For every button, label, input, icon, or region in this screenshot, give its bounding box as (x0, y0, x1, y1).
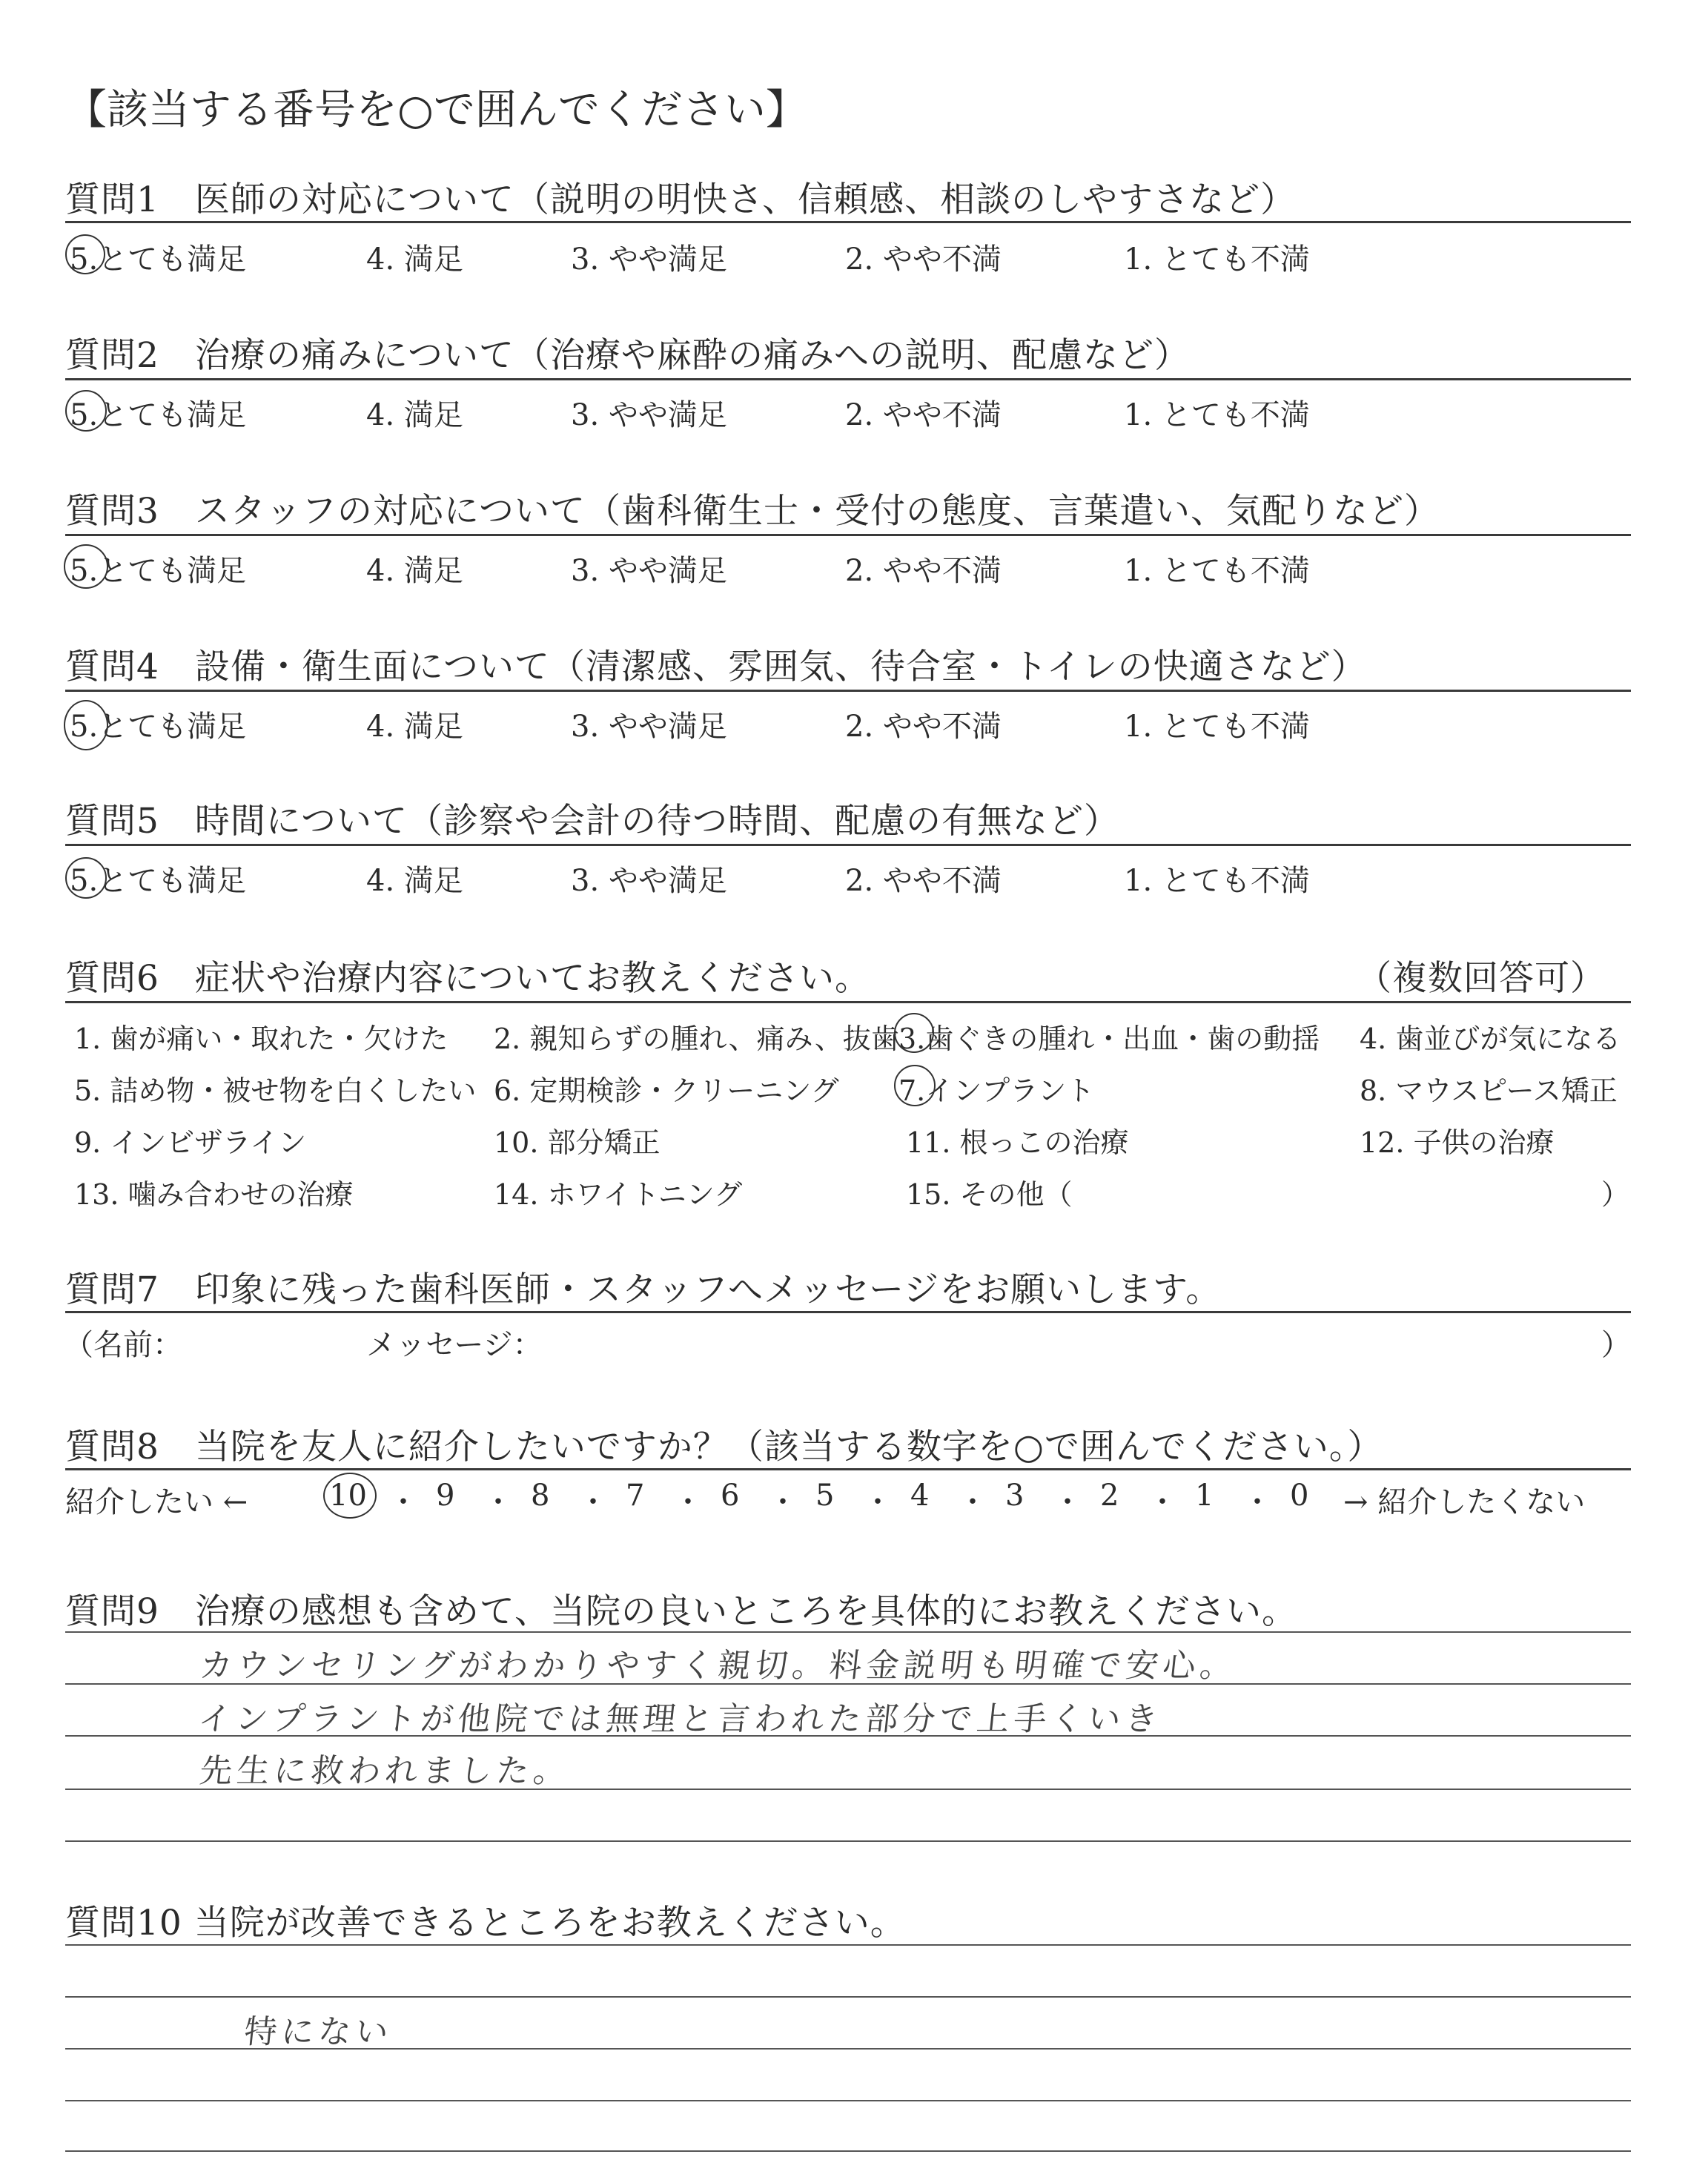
question-heading: 質問4 設備・衛生面について（清潔感、雰囲気、待合室・トイレの快適さなど） (65, 647, 1367, 687)
symptom-option[interactable]: 8. マウスピース矯正 (1360, 1074, 1618, 1107)
symptom-option[interactable]: 5. 詰め物・被せ物を白くしたい (74, 1074, 477, 1107)
handwritten-answer-line: カウンセリングがわかりやすく親切。料金説明も明確で安心。 (197, 1647, 1239, 1685)
rating-option[interactable]: 3. やや満足 (571, 554, 727, 588)
close-paren: ） (1601, 1178, 1630, 1211)
recommend-right-label: → 紹介したくない (1343, 1485, 1586, 1519)
symptom-option[interactable]: 7.インプラント (898, 1074, 1095, 1107)
rating-option[interactable]: 1. とても不満 (1124, 242, 1310, 277)
symptom-option[interactable]: 15. その他（ (906, 1178, 1073, 1211)
scale-dot: ・ (768, 1485, 798, 1519)
scale-10[interactable]: 10 (329, 1479, 367, 1513)
selection-circle (894, 1013, 934, 1053)
scale-0[interactable]: 0 (1290, 1479, 1309, 1513)
rating-option[interactable]: 4. 満足 (366, 242, 463, 277)
scale-dot: ・ (483, 1485, 513, 1519)
message-label: メッセージ： (366, 1328, 543, 1362)
close-paren: ） (1601, 1328, 1631, 1362)
symptom-option[interactable]: 12. 子供の治療 (1360, 1126, 1555, 1159)
question-heading: 質問6 症状や治療内容についてお教えください。 (65, 958, 870, 999)
rating-option[interactable]: 2. やや不満 (845, 554, 1002, 588)
rating-option[interactable]: 2. やや不満 (845, 710, 1002, 744)
handwritten-answer-line: 特にない (242, 2013, 395, 2051)
question-heading: 質問9 治療の感想も含めて、当院の良いところを具体的にお教えください。 (65, 1591, 1297, 1632)
scale-1[interactable]: 1 (1195, 1479, 1214, 1513)
symptom-option[interactable]: 3.歯ぐきの腫れ・出血・歯の動揺 (898, 1023, 1320, 1055)
rating-option[interactable]: 3. やや満足 (571, 242, 727, 277)
rating-option[interactable]: 2. やや不満 (845, 398, 1002, 432)
scale-dot: ・ (1148, 1485, 1177, 1519)
rating-option[interactable]: 3. やや満足 (571, 710, 727, 744)
question-heading: 質問7 印象に残った歯科医師・スタッフへメッセージをお願いします。 (65, 1269, 1222, 1310)
scale-dot: ・ (958, 1485, 987, 1519)
scale-3[interactable]: 3 (1005, 1479, 1025, 1513)
symptom-option[interactable]: 9. インビザライン (74, 1126, 307, 1159)
selection-circle (64, 544, 108, 589)
scale-6[interactable]: 6 (721, 1479, 740, 1513)
symptom-option[interactable]: 11. 根っこの治療 (906, 1126, 1129, 1159)
rating-option[interactable]: 4. 満足 (366, 710, 463, 744)
rating-option[interactable]: 5.とても満足 (70, 710, 247, 744)
handwritten-answer-line: インプラントが他院では無理と言われた部分で上手くいき (196, 1700, 1165, 1738)
scale-dot: ・ (1053, 1485, 1082, 1519)
scale-5[interactable]: 5 (815, 1479, 835, 1513)
rating-option[interactable]: 5.とても満足 (70, 242, 247, 277)
symptom-option[interactable]: 14. ホワイトニング (494, 1178, 743, 1211)
scale-4[interactable]: 4 (910, 1479, 930, 1513)
handwritten-answer-line: 先生に救われました。 (197, 1752, 573, 1790)
scale-dot: ・ (388, 1485, 418, 1519)
selection-circle (65, 390, 107, 432)
scale-9[interactable]: 9 (436, 1479, 455, 1513)
rating-option[interactable]: 5.とても満足 (70, 554, 247, 588)
rating-option[interactable]: 1. とても不満 (1124, 864, 1310, 898)
rating-option[interactable]: 2. やや不満 (845, 864, 1002, 898)
question-heading: 質問5 時間について（診察や会計の待つ時間、配慮の有無など） (65, 801, 1119, 842)
symptom-option[interactable]: 2. 親知らずの腫れ、痛み、抜歯 (494, 1023, 899, 1055)
scale-dot: ・ (673, 1485, 703, 1519)
question-heading: 質問3 スタッフの対応について（歯科衛生士・受付の態度、言葉遣い、気配りなど） (65, 491, 1440, 532)
selection-circle (894, 1065, 936, 1106)
rating-option[interactable]: 1. とても不満 (1124, 710, 1310, 744)
rating-option[interactable]: 1. とても不満 (1124, 554, 1310, 588)
scale-7[interactable]: 7 (626, 1479, 645, 1513)
selection-circle (65, 234, 105, 274)
page-title: 【該当する番号を○で囲んでください】 (65, 86, 807, 134)
question-heading: 質問8 当院を友人に紹介したいですか？（該当する数字を○で囲んでください。） (65, 1427, 1383, 1467)
scale-2[interactable]: 2 (1100, 1479, 1119, 1513)
scale-dot: ・ (578, 1485, 608, 1519)
symptom-option[interactable]: 13. 噛み合わせの治療 (74, 1178, 354, 1211)
rating-option[interactable]: 5.とても満足 (70, 864, 247, 898)
selection-circle (323, 1473, 377, 1519)
rating-option[interactable]: 3. やや満足 (571, 864, 727, 898)
rating-option[interactable]: 5.とても満足 (70, 398, 247, 432)
rating-option[interactable]: 3. やや満足 (571, 398, 727, 432)
scale-dot: ・ (863, 1485, 893, 1519)
rating-option[interactable]: 2. やや不満 (845, 242, 1002, 277)
rating-option[interactable]: 4. 満足 (366, 554, 463, 588)
symptom-option[interactable]: 6. 定期検診・クリーニング (494, 1074, 839, 1107)
scale-dot: ・ (1242, 1485, 1272, 1519)
symptom-option[interactable]: 4. 歯並びが気になる (1360, 1023, 1621, 1055)
symptom-option[interactable]: 1. 歯が痛い・取れた・欠けた (74, 1023, 448, 1055)
rating-option[interactable]: 4. 満足 (366, 398, 463, 432)
multiple-answer-note: （複数回答可） (1357, 958, 1606, 999)
question-heading: 質問2 治療の痛みについて（治療や麻酔の痛みへの説明、配慮など） (65, 335, 1191, 376)
question-heading: 質問10 当院が改善できるところをお教えください。 (65, 1903, 906, 1943)
name-label: （名前： (64, 1328, 182, 1362)
rating-option[interactable]: 4. 満足 (366, 864, 463, 898)
question-heading: 質問1 医師の対応について（説明の明快さ、信頼感、相談のしやすさなど） (65, 179, 1297, 220)
scale-8[interactable]: 8 (531, 1479, 550, 1513)
selection-circle (64, 700, 108, 750)
rating-option[interactable]: 1. とても不満 (1124, 398, 1310, 432)
symptom-option[interactable]: 10. 部分矯正 (494, 1126, 661, 1159)
selection-circle (65, 857, 107, 899)
recommend-left-label: 紹介したい ← (65, 1485, 248, 1519)
